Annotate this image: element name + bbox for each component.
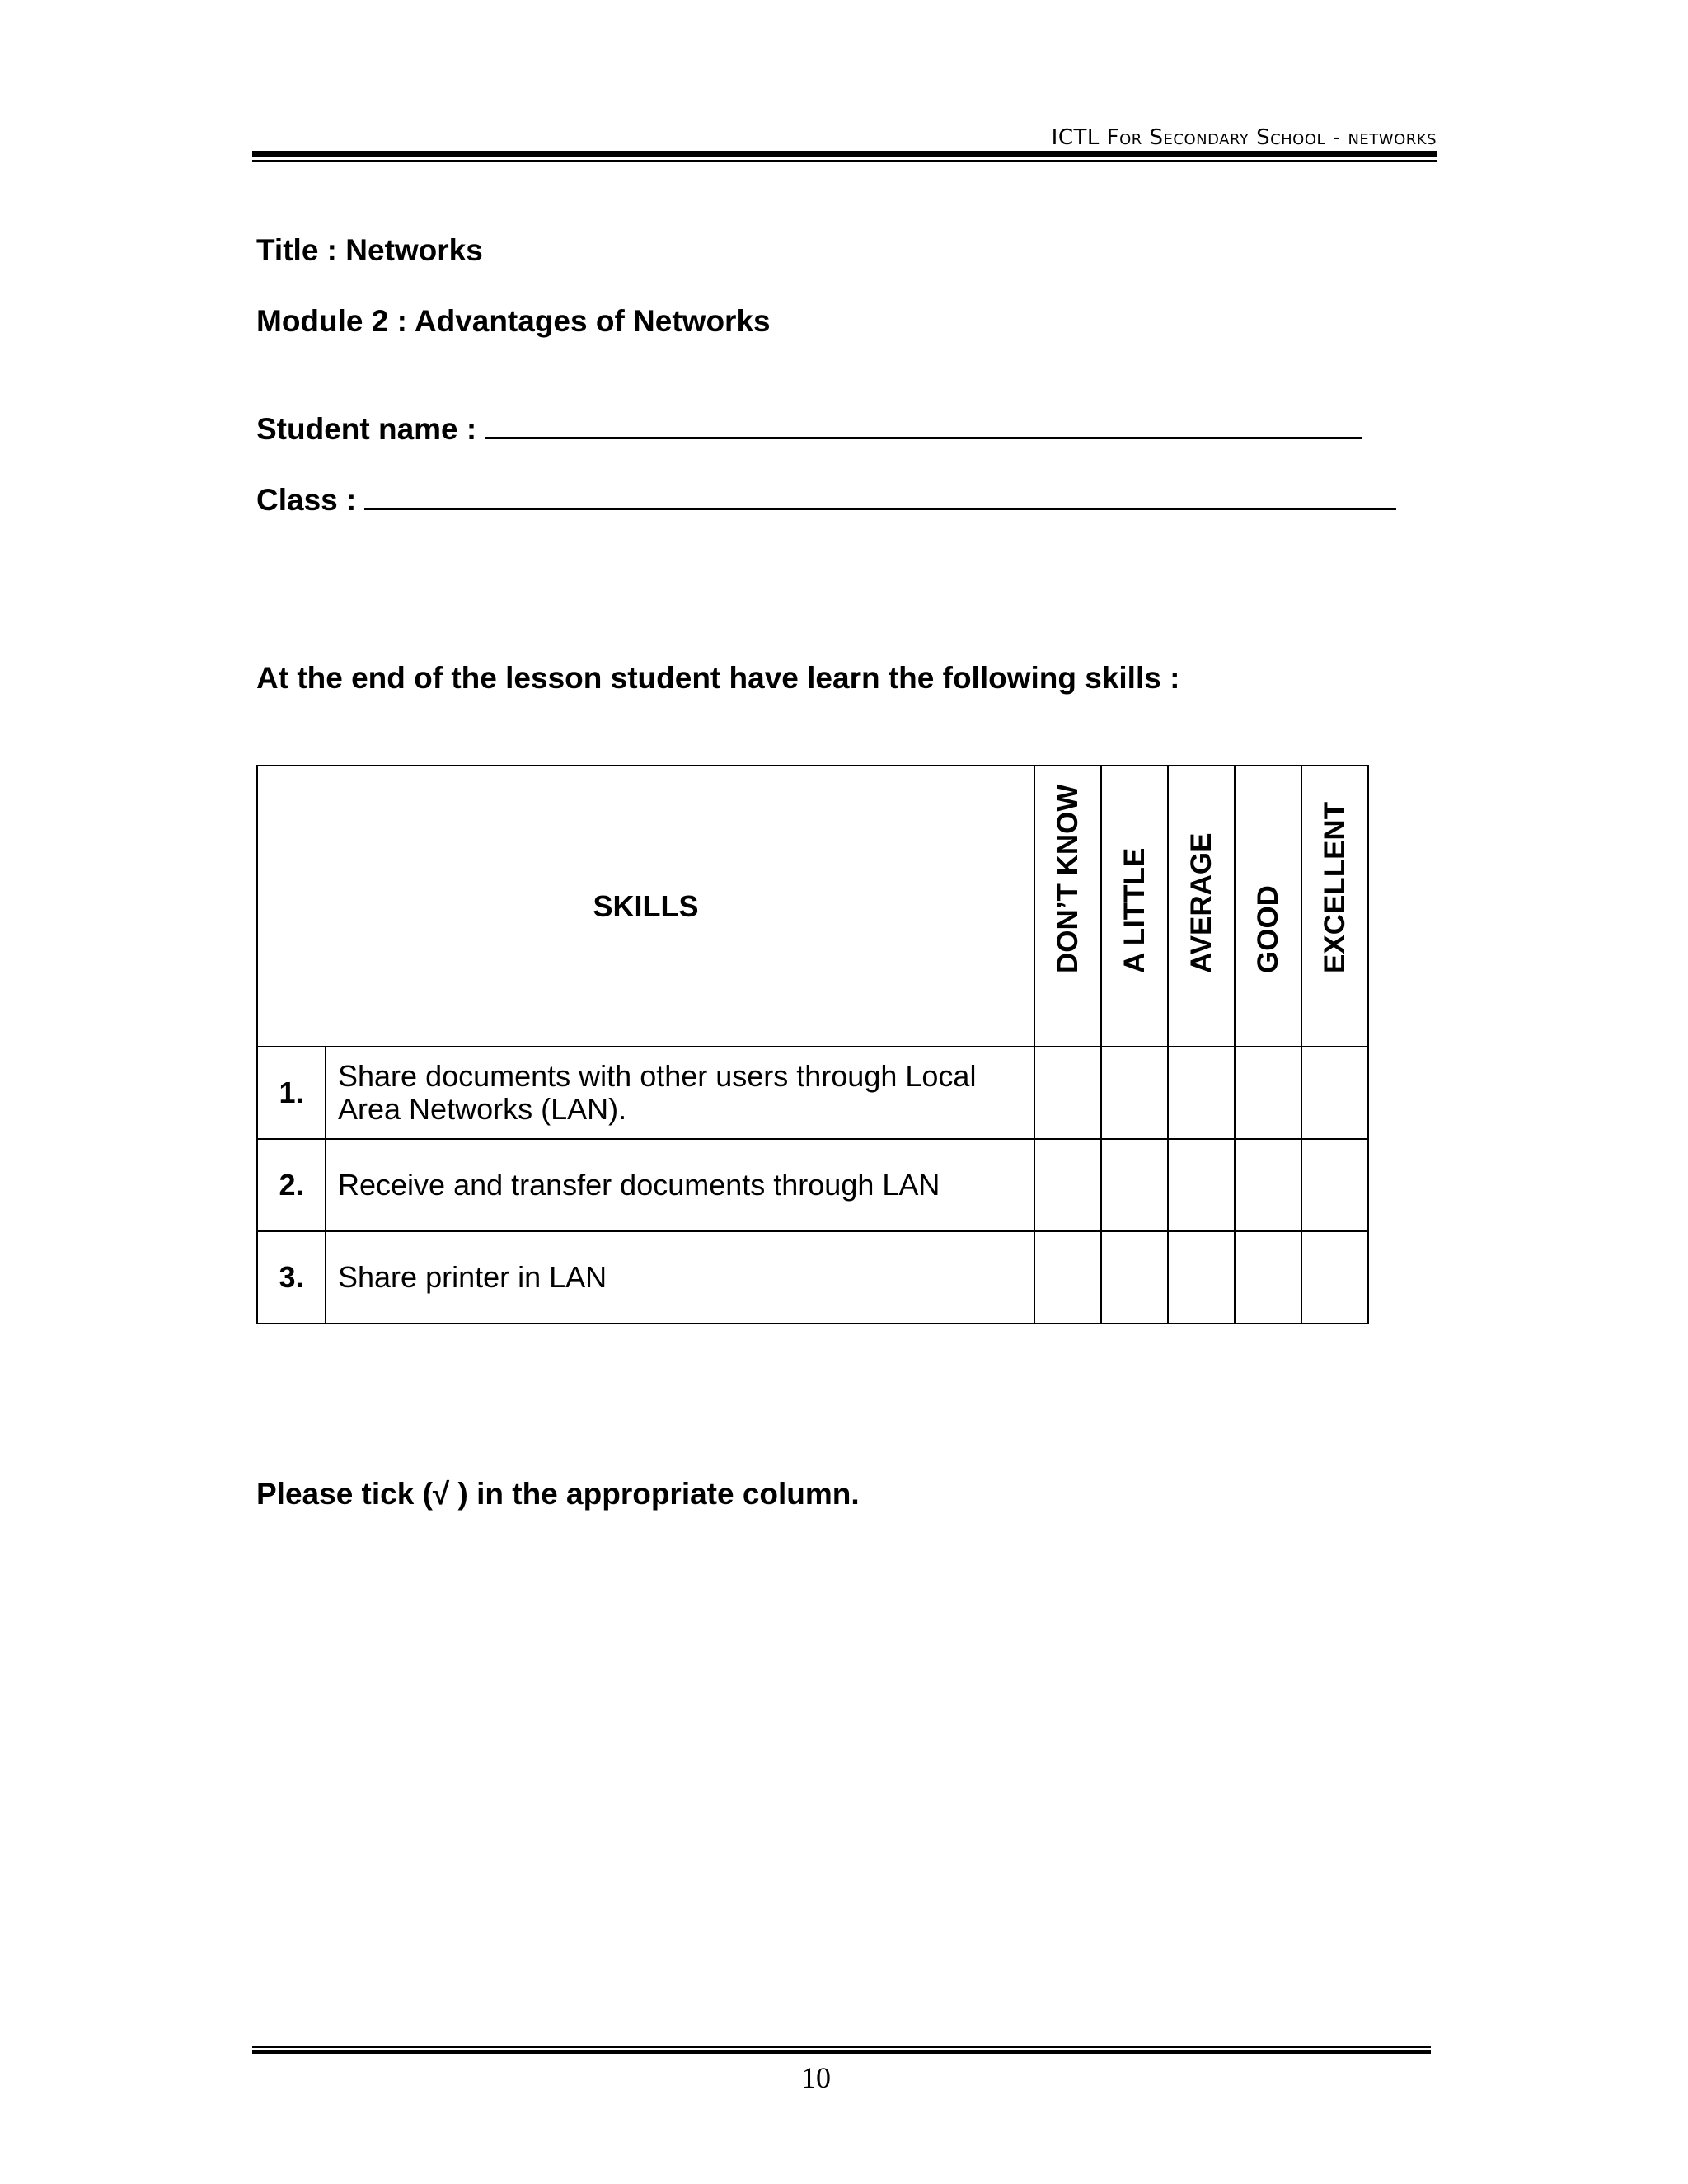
tick-cell-a-little[interactable] — [1101, 1047, 1168, 1139]
footer-rule — [252, 2050, 1431, 2054]
tick-cell-dont-know[interactable] — [1034, 1139, 1101, 1231]
class-field[interactable] — [364, 483, 1396, 510]
lesson-intro: At the end of the lesson student have learn the following skills : — [256, 661, 1180, 695]
class-label: Class : — [256, 483, 357, 517]
table-row — [257, 1047, 1368, 1139]
skill-text: Receive and transfer documents through LAN — [326, 1139, 1034, 1231]
tick-cell-good[interactable] — [1235, 1139, 1301, 1231]
footer-rule-thin — [252, 2046, 1431, 2048]
class-row — [256, 483, 1396, 518]
rating-label: AVERAGE — [1184, 832, 1217, 973]
running-header: ICTL For Secondary School - networks — [1051, 125, 1437, 150]
table-row — [257, 1231, 1368, 1324]
tick-cell-excellent[interactable] — [1301, 1139, 1368, 1231]
student-name-field[interactable] — [485, 412, 1362, 439]
row-number: 2. — [257, 1139, 326, 1231]
rating-header-excellent — [1301, 766, 1368, 1047]
tick-cell-dont-know[interactable] — [1034, 1231, 1101, 1324]
skill-text: Share printer in LAN — [326, 1231, 1034, 1324]
tick-cell-average[interactable] — [1168, 1139, 1235, 1231]
rating-header-a-little — [1101, 766, 1168, 1047]
rating-header-dont-know — [1034, 766, 1101, 1047]
rating-label: A LITTLE — [1118, 847, 1151, 973]
tick-cell-a-little[interactable] — [1101, 1139, 1168, 1231]
tick-cell-average[interactable] — [1168, 1047, 1235, 1139]
rating-header-good — [1235, 766, 1301, 1047]
rating-label: GOOD — [1251, 885, 1284, 973]
tick-cell-dont-know[interactable] — [1034, 1047, 1101, 1139]
student-name-label: Student name : — [256, 412, 477, 446]
tick-cell-excellent[interactable] — [1301, 1231, 1368, 1324]
tick-cell-average[interactable] — [1168, 1231, 1235, 1324]
tick-instruction: Please tick (√ ) in the appropriate column. — [256, 1477, 860, 1511]
rating-label: EXCELLENT — [1318, 801, 1351, 973]
table-header-row — [257, 766, 1368, 1047]
row-number: 3. — [257, 1231, 326, 1324]
tick-cell-good[interactable] — [1235, 1047, 1301, 1139]
row-number: 1. — [257, 1047, 326, 1139]
rating-header-average — [1168, 766, 1235, 1047]
tick-cell-a-little[interactable] — [1101, 1231, 1168, 1324]
table-row — [257, 1139, 1368, 1231]
rating-label: DON’T KNOW — [1051, 784, 1084, 973]
skill-text: Share documents with other users through Local Area Networks (LAN). — [326, 1047, 1034, 1139]
skills-header: SKILLS — [257, 766, 1034, 1047]
page-number: 10 — [801, 2061, 831, 2094]
tick-cell-good[interactable] — [1235, 1231, 1301, 1324]
student-name-row — [256, 412, 1362, 447]
document-title: Title : Networks — [256, 233, 483, 267]
module-title: Module 2 : Advantages of Networks — [256, 304, 771, 338]
header-rule-thin — [252, 160, 1437, 162]
header-rule — [252, 151, 1437, 157]
tick-cell-excellent[interactable] — [1301, 1047, 1368, 1139]
skills-table — [256, 765, 1369, 1324]
